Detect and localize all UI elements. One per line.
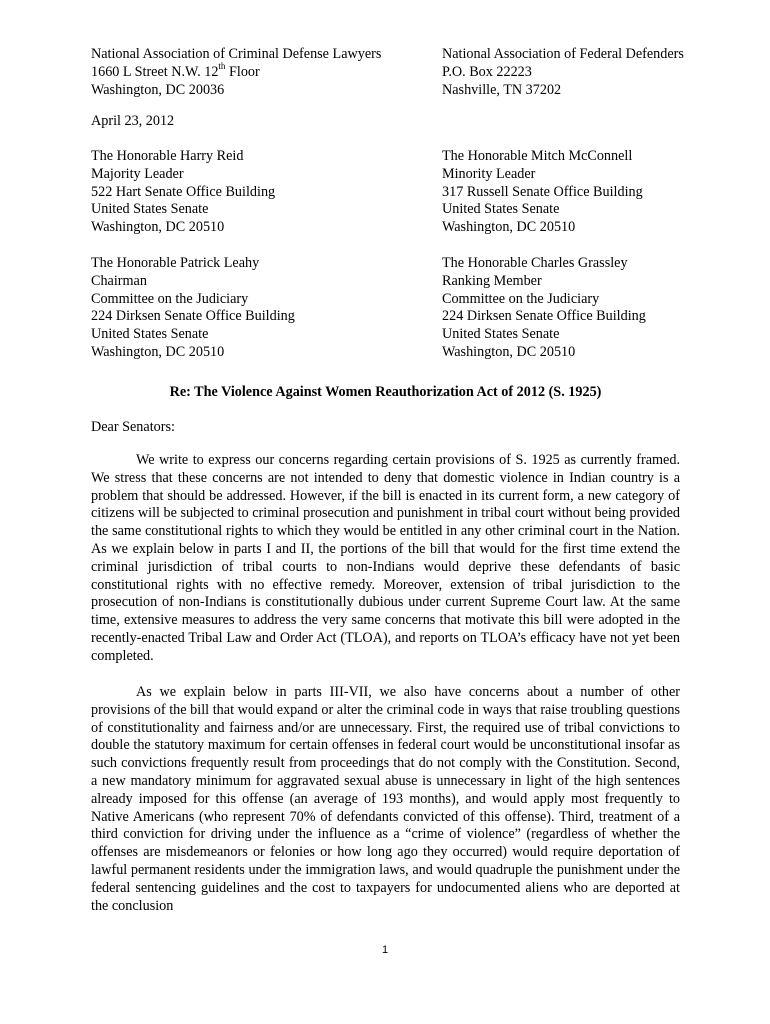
recipient-line: United States Senate xyxy=(91,326,209,343)
body-paragraph: We write to express our concerns regarding certain provisions of S. 1925 as currently framed. We stress that these concerns are not intended to deny that domestic violence in Indian country is a problem that should be addressed. However, if the bill is enacted in its current form, a new category of citizens will be subjected to criminal prosecution and punishment in tribal court without being provided the same constitutional rights to which they would be entitled in any other criminal court in the Nation. As we explain below in parts I and II, the portions of the bill that would for the first time extend the criminal jurisdiction of tribal courts to non-Indians would deprive these defendants of basic constitutional rights with no effective remedy. Moreover, extension of tribal jurisdiction to the prosecution of non-Indians is constitutionally dubious under current Supreme Court law. At the same time, extensive measures to address the very same concerns that motivate this bill were adopted in the recently-enacted Tribal Law and Order Act (TLOA), and reports on TLOA’s efficacy have not yet been completed. xyxy=(91,452,680,664)
sender-right-box: P.O. Box 22223 xyxy=(442,63,532,80)
letter-date: April 23, 2012 xyxy=(91,113,175,129)
recipient-line: The Honorable Patrick Leahy xyxy=(91,255,260,271)
recipient-line: Washington, DC 20510 xyxy=(91,343,225,360)
recipient-line: 224 Dirksen Senate Office Building xyxy=(442,308,646,325)
recipient-line: The Honorable Charles Grassley xyxy=(442,255,628,271)
recipient-mcconnell xyxy=(442,148,643,237)
recipient-grassley xyxy=(442,255,646,362)
recipient-line: Majority Leader xyxy=(91,165,184,182)
salutation: Dear Senators: xyxy=(91,419,175,435)
recipient-line: United States Senate xyxy=(442,326,560,343)
sender-right-org: National Association of Federal Defenders xyxy=(442,46,684,62)
recipient-line: Ranking Member xyxy=(442,272,542,289)
body-paragraph: As we explain below in parts III-VII, we also have concerns about a number of other provisions of the bill that would expand or alter the criminal code in ways that raise troubling questions of constitutionality and fairness and/or are unnecessary. First, the required use of tribal convictions to double the statutory maximum for certain offenses in federal court would be unconstitutional insofar as such convictions frequently result from proceedings that do not comply with the Constitution. Second, a new mandatory minimum for aggravated sexual abuse is unnecessary in light of the high sentences already imposed for this offense (an average of 193 months), and would apply most frequently to Native Americans (who represent 70% of defendants convicted of this offense). Third, treatment of a third conviction for driving under the influence as a “crime of violence” (regardless of whether the offenses are misdemeanors or felonies or how long ago they occurred) would require deportation of lawful permanent residents under the immigration laws, and would quadruple the punishment under the federal sentencing guidelines and the cost to taxpayers for undocumented aliens who are deported at the conclusion xyxy=(91,684,680,914)
sender-left-org: National Association of Criminal Defense Lawyers xyxy=(91,46,382,62)
recipient-line: 317 Russell Senate Office Building xyxy=(442,183,643,200)
recipient-line: The Honorable Harry Reid xyxy=(91,148,244,164)
recipient-line: Washington, DC 20510 xyxy=(442,343,576,360)
subject-line: Re: The Violence Against Women Reauthorization Act of 2012 (S. 1925) xyxy=(169,384,602,400)
recipient-line: 522 Hart Senate Office Building xyxy=(91,183,276,200)
sender-right-city: Nashville, TN 37202 xyxy=(442,81,562,98)
recipient-line: Minority Leader xyxy=(442,165,536,182)
recipient-line: Chairman xyxy=(91,272,147,289)
recipient-leahy xyxy=(91,255,295,362)
page-number: 1 xyxy=(381,944,389,956)
recipient-line: Committee on the Judiciary xyxy=(442,290,600,307)
sender-left-street: 1660 L Street N.W. 12th Floor xyxy=(91,61,260,80)
recipient-line: The Honorable Mitch McConnell xyxy=(442,148,633,164)
recipient-line: United States Senate xyxy=(442,201,560,218)
sender-left-city: Washington, DC 20036 xyxy=(91,81,225,98)
recipient-line: Washington, DC 20510 xyxy=(442,219,576,236)
recipient-line: 224 Dirksen Senate Office Building xyxy=(91,308,295,325)
sender-right-address xyxy=(442,46,684,99)
recipient-line: Committee on the Judiciary xyxy=(91,290,249,307)
sender-left-address xyxy=(91,46,381,99)
recipient-line: Washington, DC 20510 xyxy=(91,219,225,236)
recipient-reid xyxy=(91,148,275,237)
recipient-line: United States Senate xyxy=(91,201,209,218)
